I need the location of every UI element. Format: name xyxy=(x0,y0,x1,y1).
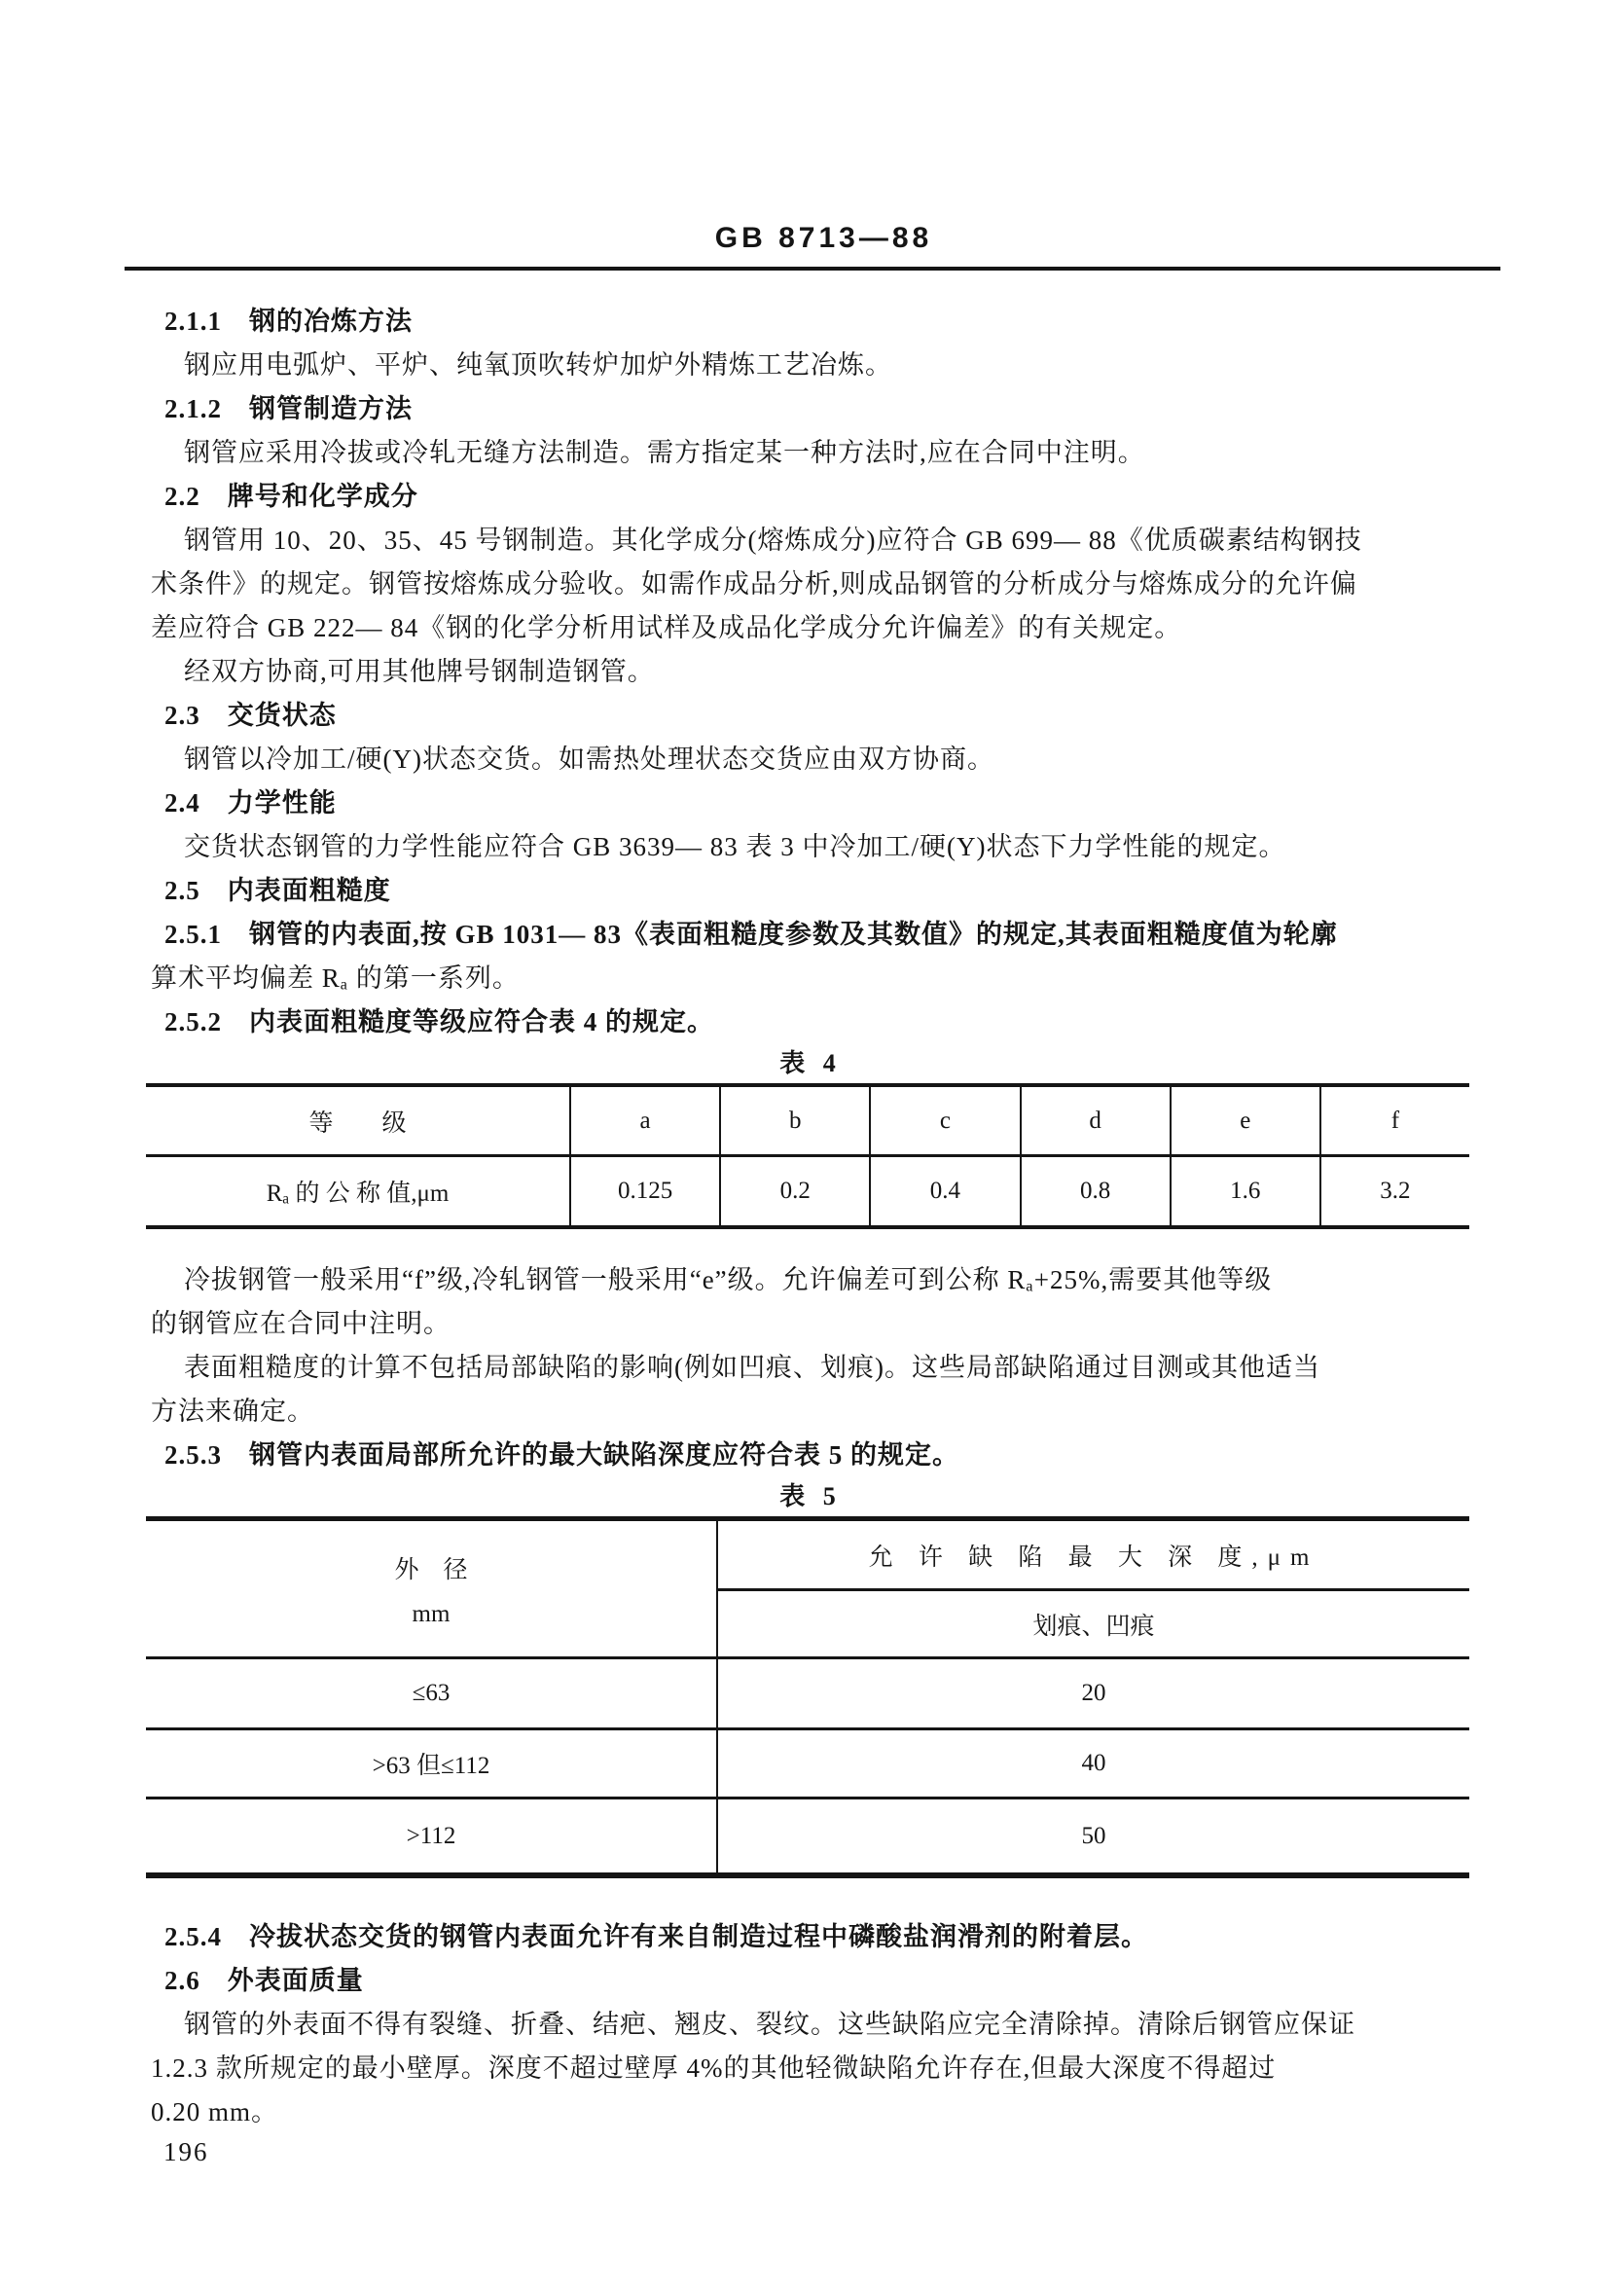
heading-2-5-3: 2.5.3 钢管内表面局部所允许的最大缺陷深度应符合表 5 的规定。 xyxy=(164,1440,959,1470)
table4-grade-d: d xyxy=(1020,1087,1170,1157)
heading-2-1-2: 2.1.2 钢管制造方法 xyxy=(164,394,413,423)
header-rule xyxy=(125,267,1500,271)
table5-od-header xyxy=(146,1521,718,1659)
table-5 xyxy=(146,1516,1469,1878)
table5-row1-diameter: ≤63 xyxy=(146,1659,718,1730)
table5-od-label: 外 径 xyxy=(394,1556,468,1583)
table4-grade-e: e xyxy=(1170,1087,1319,1157)
heading-2-5-1: 2.5.1 钢管的内表面,按 GB 1031— 83《表面粗糙度参数及其数值》的规定,其表面粗糙度值为轮廓 xyxy=(164,920,1338,949)
table5-row3-diameter: >112 xyxy=(146,1799,718,1872)
para-other-grades: 经双方协商,可用其他牌号钢制造钢管。 xyxy=(184,657,655,686)
heading-2-6: 2.6 外表面质量 xyxy=(164,1966,364,1995)
document-content xyxy=(151,300,1470,2134)
table4-grade-a: a xyxy=(569,1087,719,1157)
table4-ra-e: 1.6 xyxy=(1170,1157,1319,1225)
para-manufacture-method: 钢管应采用冷拔或冷轧无缝方法制造。需方指定某一种方法时,应在合同中注明。 xyxy=(184,438,1145,467)
para-local-defects-line-2: 方法来确定。 xyxy=(151,1397,314,1426)
table-4 xyxy=(146,1083,1469,1229)
para-smelting-method: 钢应用电弧炉、平炉、纯氧顶吹转炉加炉外精炼工艺冶炼。 xyxy=(184,350,892,380)
standard-number: GB 8713—88 xyxy=(714,222,933,254)
table4-ra-d: 0.8 xyxy=(1020,1157,1170,1225)
para-outer-surface-line-2: 1.2.3 款所规定的最小壁厚。深度不超过壁厚 4%的其他轻微缺陷允许存在,但最大深度不得超过 xyxy=(151,2053,1277,2083)
para-local-defects-line-1: 表面粗糙度的计算不包括局部缺陷的影响(例如凹痕、划痕)。这些局部缺陷通过目测或其他适当 xyxy=(184,1353,1320,1382)
heading-2-4: 2.4 力学性能 xyxy=(164,788,337,818)
para-grade-usage-line-2: 的钢管应在合同中注明。 xyxy=(151,1309,451,1338)
table5-row3-depth: 50 xyxy=(1081,1822,1106,1849)
heading-2-1-1: 2.1.1 钢的冶炼方法 xyxy=(164,307,413,336)
para-roughness-line-2: 算术平均偏差 Rₐ 的第一系列。 xyxy=(151,963,520,993)
para-grades-line-3: 差应符合 GB 222— 84《钢的化学分析用试样及成品化学成分允许偏差》的有关规定。 xyxy=(151,613,1182,642)
table4-ra-label: Rₐ 的 公 称 值,μm xyxy=(266,1181,450,1207)
para-grades-line-1: 钢管用 10、20、35、45 号钢制造。其化学成分(熔炼成分)应符合 GB 699— 88《优质碳素结构钢技 xyxy=(184,526,1362,555)
table4-caption: 表 4 xyxy=(779,1049,842,1077)
table4-ra-f: 3.2 xyxy=(1319,1157,1469,1225)
heading-2-5-4: 2.5.4 冷拔状态交货的钢管内表面允许有来自制造过程中磷酸盐润滑剂的附着层。 xyxy=(164,1922,1148,1951)
table4-grade-label: 等 级 xyxy=(146,1087,569,1157)
table4-grade-f: f xyxy=(1319,1087,1469,1157)
para-outer-surface-line-3: 0.20 mm。 xyxy=(151,2097,279,2126)
para-outer-surface-line-1: 钢管的外表面不得有裂缝、折叠、结疤、翘皮、裂纹。这些缺陷应完全清除掉。清除后钢管应保证 xyxy=(184,2010,1355,2039)
para-mechanical-properties: 交货状态钢管的力学性能应符合 GB 3639— 83 表 3 中冷加工/硬(Y)状态下力学性能的规定。 xyxy=(184,832,1286,861)
table4-grade-c: c xyxy=(869,1087,1019,1157)
heading-2-2: 2.2 牌号和化学成分 xyxy=(164,482,418,511)
table5-defect-header: 划痕、凹痕 xyxy=(718,1591,1469,1659)
table5-row1-depth: 20 xyxy=(718,1659,1469,1730)
table4-ra-b: 0.2 xyxy=(719,1157,869,1225)
para-grades-line-2: 术条件》的规定。钢管按熔炼成分验收。如需作成品分析,则成品钢管的分析成分与熔炼成分的允许偏 xyxy=(151,569,1357,599)
table5-od-unit: mm xyxy=(412,1600,451,1627)
para-grade-usage-line-1: 冷拔钢管一般采用“f”级,冷轧钢管一般采用“e”级。允许偏差可到公称 Rₐ+25%,需要其他等级 xyxy=(184,1265,1273,1294)
para-delivery-condition: 钢管以冷加工/硬(Y)状态交货。如需热处理状态交货应由双方协商。 xyxy=(184,745,994,774)
table5-caption: 表 5 xyxy=(779,1482,842,1510)
heading-2-5: 2.5 内表面粗糙度 xyxy=(164,876,391,905)
table5-depth-header: 允 许 缺 陷 最 大 深 度,μm xyxy=(718,1521,1469,1591)
heading-2-3: 2.3 交货状态 xyxy=(164,701,337,730)
table4-ra-a: 0.125 xyxy=(569,1157,719,1225)
page-number: 196 xyxy=(163,2137,209,2166)
table5-row2-depth: 40 xyxy=(718,1730,1469,1799)
heading-2-5-2: 2.5.2 内表面粗糙度等级应符合表 4 的规定。 xyxy=(164,1007,714,1036)
table5-row2-diameter: >63 但≤112 xyxy=(146,1730,718,1799)
table4-grade-b: b xyxy=(719,1087,869,1157)
table4-ra-c: 0.4 xyxy=(869,1157,1019,1225)
